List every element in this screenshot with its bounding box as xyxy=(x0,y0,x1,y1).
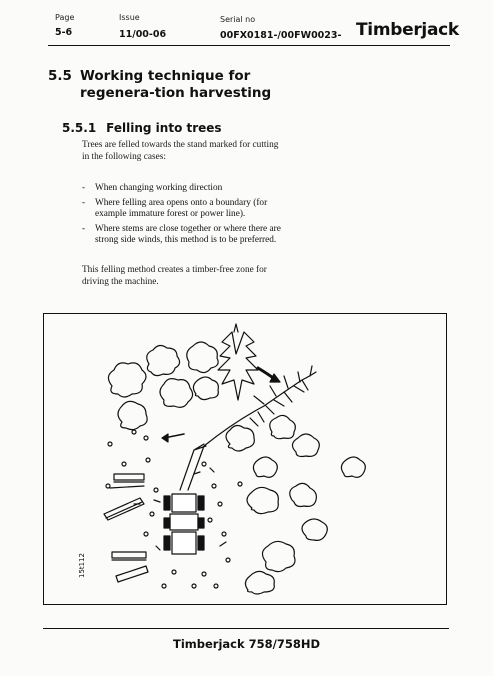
tree-crown xyxy=(292,434,319,457)
crane-boom xyxy=(180,444,206,490)
page-number: 5-6 xyxy=(55,27,73,38)
closing-paragraph: This felling method creates a timber-free zone for driving the machine. xyxy=(82,265,267,287)
brand-logo: Timberjack xyxy=(356,20,459,40)
log-pile xyxy=(112,552,146,560)
tree-crown xyxy=(193,377,218,400)
tree-crown xyxy=(245,571,274,594)
intro-paragraph: Trees are felled towards the stand marked for cutting in the following cases: xyxy=(82,140,279,162)
footer-model: Timberjack 758/758HD xyxy=(172,637,321,651)
serial-label: Serial no xyxy=(220,15,256,24)
tree-crown xyxy=(108,363,146,397)
tree-crown xyxy=(187,342,218,373)
log-pile xyxy=(110,474,144,488)
section-number: 5.5 xyxy=(48,68,72,84)
tree-crown xyxy=(226,425,254,451)
section-title: Working technique for regenera-tion harvesting xyxy=(80,68,272,101)
log-pile xyxy=(104,498,144,520)
subsection-title: Felling into trees xyxy=(106,121,222,135)
harvester-body xyxy=(170,514,198,530)
tree-crown xyxy=(290,483,317,506)
felling-illustration xyxy=(43,313,447,605)
figure-id: 15t112 xyxy=(78,552,86,578)
tree-crown xyxy=(247,487,278,513)
felling-diagram xyxy=(44,314,448,606)
log-pile xyxy=(116,566,148,582)
serial-value: 00FX0181-/00FW0023- xyxy=(220,30,342,41)
list-item: - When changing working direction xyxy=(82,183,223,193)
subsection-number: 5.5.1 xyxy=(62,121,97,135)
list-item-text: Where felling area opens onto a boundary (for example immature forest or power line). xyxy=(95,197,268,219)
subsection-heading xyxy=(62,121,222,135)
header-rule xyxy=(48,45,450,46)
tree-crown xyxy=(341,457,365,477)
tree-crown xyxy=(147,345,180,375)
list-item: - Where stems are close together or where there are strong side winds, this method is to be preferred. xyxy=(82,223,281,245)
harvester-rear xyxy=(172,532,196,554)
conifer-tree xyxy=(218,332,258,400)
issue-value: 11/00-06 xyxy=(119,29,167,40)
tree-crown xyxy=(160,379,193,408)
list-item: - Where felling area opens onto a boundary (for example immature forest or power line). xyxy=(82,197,268,219)
tree-crown xyxy=(302,519,327,540)
tree-crown xyxy=(270,415,296,438)
falling-tree xyxy=(204,372,316,446)
tree-crown xyxy=(262,541,295,571)
tree-crown xyxy=(118,401,147,429)
page-label: Page xyxy=(55,13,75,22)
list-item-text: Where stems are close together or where there are strong side winds, this method is to be preferred. xyxy=(95,223,281,245)
tree-crown xyxy=(253,457,277,477)
list-item-text: When changing working direction xyxy=(95,183,223,193)
harvester-cab xyxy=(172,494,196,512)
footer-rule xyxy=(43,628,449,629)
case-list xyxy=(82,183,282,250)
issue-label: Issue xyxy=(119,13,140,22)
